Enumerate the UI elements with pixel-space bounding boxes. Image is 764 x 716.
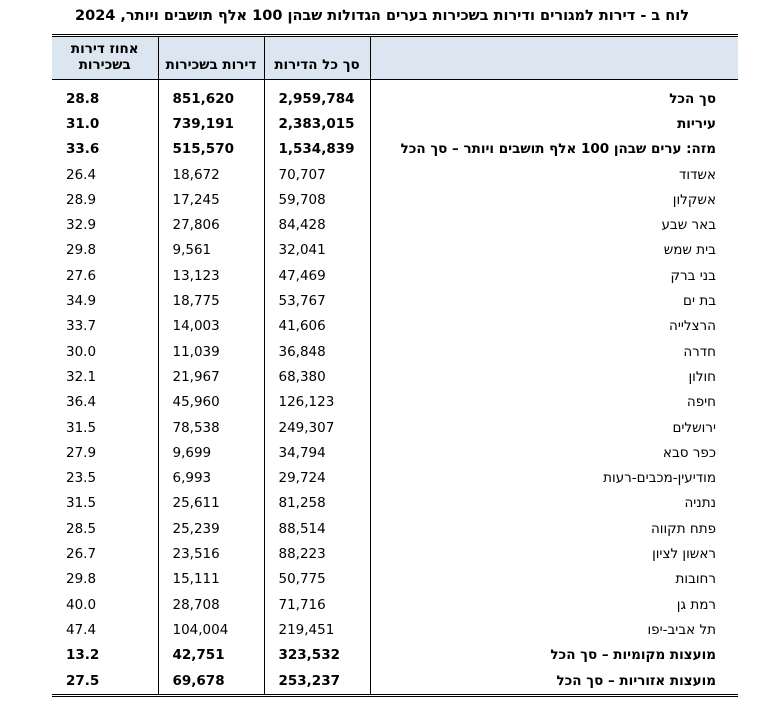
housing-statistics-table: [52, 34, 738, 697]
table-container: [52, 34, 738, 697]
column-header-label: [370, 36, 738, 80]
cell-rental-dwellings: 18,775: [158, 289, 264, 314]
cell-rental-dwellings: 21,967: [158, 365, 264, 390]
cell-rental-percent: 26.4: [66, 166, 97, 183]
cell-total-dwellings: 50,775: [264, 567, 370, 592]
cell-locality-name: חולון: [370, 365, 738, 390]
cell-locality-name: תל אביב-יפו: [370, 618, 738, 643]
cell-rental-dwellings: 42,751: [158, 643, 264, 668]
table-row: [52, 441, 738, 466]
cell-total-dwellings: 88,514: [264, 517, 370, 542]
cell-rental-dwellings: 23,516: [158, 542, 264, 567]
table-row: [52, 491, 738, 516]
cell-rental-dwellings: 15,111: [158, 567, 264, 592]
cell-rental-dwellings: 27,806: [158, 213, 264, 238]
cell-total-dwellings: 81,258: [264, 491, 370, 516]
cell-total-dwellings: 68,380: [264, 365, 370, 390]
cell-locality-name: ראשון לציון: [370, 542, 738, 567]
cell-rental-dwellings: 78,538: [158, 416, 264, 441]
cell-rental-percent: 34.9: [66, 293, 97, 310]
cell-total-dwellings: 323,532: [264, 643, 370, 668]
cell-total-dwellings: 253,237: [264, 669, 370, 696]
cell-locality-name: הרצלייה: [370, 314, 738, 339]
cell-rental-dwellings: 9,561: [158, 238, 264, 263]
table-row: [52, 213, 738, 238]
table-header: [52, 36, 738, 80]
table-row: [52, 314, 738, 339]
cell-locality-name: מזה: ערים שבהן 100 אלף תושבים ויותר – סך הכל: [370, 137, 738, 162]
cell-rental-dwellings: 11,039: [158, 340, 264, 365]
column-header-total-dwellings: סך כל הדירות: [264, 36, 370, 80]
cell-total-dwellings: 29,724: [264, 466, 370, 491]
cell-rental-percent: 32.1: [66, 368, 97, 385]
table-row: [52, 188, 738, 213]
cell-rental-percent: 27.5: [52, 669, 158, 696]
cell-locality-name: מועצות מקומיות – סך הכל: [370, 643, 738, 668]
cell-locality-name: באר שבע: [370, 213, 738, 238]
table-row: [52, 80, 738, 113]
cell-total-dwellings: 36,848: [264, 340, 370, 365]
cell-total-dwellings: 88,223: [264, 542, 370, 567]
cell-rental-percent: 32.9: [66, 217, 97, 234]
cell-rental-percent: 27.9: [66, 444, 97, 461]
cell-rental-percent: 47.4: [66, 621, 97, 638]
cell-rental-dwellings: 851,620: [158, 80, 264, 113]
cell-locality-name: חדרה: [370, 340, 738, 365]
cell-rental-dwellings: 25,611: [158, 491, 264, 516]
cell-rental-dwellings: 28,708: [158, 593, 264, 618]
table-row: [52, 238, 738, 263]
cell-locality-name: בת ים: [370, 289, 738, 314]
table-row: [52, 416, 738, 441]
cell-total-dwellings: 70,707: [264, 163, 370, 188]
cell-rental-percent: 29.8: [66, 242, 97, 259]
cell-total-dwellings: 2,383,015: [264, 112, 370, 137]
cell-rental-dwellings: 104,004: [158, 618, 264, 643]
cell-locality-name: בני ברק: [370, 264, 738, 289]
cell-locality-name: אשדוד: [370, 163, 738, 188]
cell-rental-dwellings: 25,239: [158, 517, 264, 542]
table-row: [52, 289, 738, 314]
cell-rental-percent: 29.8: [66, 571, 97, 588]
page-title: לוח ב - דירות למגורים ודירות בשכירות בערים הגדולות שבהן 100 אלף תושבים ויותר, 2024: [75, 8, 689, 24]
cell-total-dwellings: 41,606: [264, 314, 370, 339]
cell-rental-dwellings: 9,699: [158, 441, 264, 466]
table-row: [52, 517, 738, 542]
cell-rental-dwellings: 69,678: [158, 669, 264, 696]
cell-locality-name: מודיעין-מכבים-רעות: [370, 466, 738, 491]
cell-rental-percent: 26.7: [66, 546, 97, 563]
cell-rental-percent: 30.0: [66, 343, 97, 360]
table-row: [52, 340, 738, 365]
cell-rental-dwellings: 17,245: [158, 188, 264, 213]
cell-rental-percent: 23.5: [66, 470, 97, 487]
cell-total-dwellings: 32,041: [264, 238, 370, 263]
cell-locality-name: ירושלים: [370, 416, 738, 441]
cell-rental-dwellings: 45,960: [158, 390, 264, 415]
cell-total-dwellings: 249,307: [264, 416, 370, 441]
cell-rental-dwellings: 18,672: [158, 163, 264, 188]
table-row: [52, 264, 738, 289]
cell-locality-name: כפר סבא: [370, 441, 738, 466]
cell-rental-percent: 33.6: [66, 141, 100, 158]
cell-rental-dwellings: 14,003: [158, 314, 264, 339]
table-row: [52, 112, 738, 137]
table-row: [52, 466, 738, 491]
cell-rental-percent: 28.9: [66, 191, 97, 208]
cell-locality-name: פתח תקווה: [370, 517, 738, 542]
cell-rental-dwellings: 515,570: [158, 137, 264, 162]
cell-locality-name: מועצות אזוריות – סך הכל: [370, 669, 738, 696]
cell-total-dwellings: 34,794: [264, 441, 370, 466]
table-row: [52, 390, 738, 415]
cell-rental-dwellings: 6,993: [158, 466, 264, 491]
cell-total-dwellings: 47,469: [264, 264, 370, 289]
cell-total-dwellings: 53,767: [264, 289, 370, 314]
cell-rental-percent: 33.7: [66, 318, 97, 335]
cell-total-dwellings: 126,123: [264, 390, 370, 415]
cell-total-dwellings: 219,451: [264, 618, 370, 643]
cell-total-dwellings: 71,716: [264, 593, 370, 618]
cell-total-dwellings: 2,959,784: [264, 80, 370, 113]
cell-locality-name: נתניה: [370, 491, 738, 516]
table-row: [52, 542, 738, 567]
table-row: [52, 163, 738, 188]
column-header-rental-dwellings: דירות בשכירות: [158, 36, 264, 80]
cell-locality-name: חיפה: [370, 390, 738, 415]
table-header-row: [52, 36, 738, 80]
cell-rental-percent: 28.5: [66, 520, 97, 537]
table-row: [52, 365, 738, 390]
cell-locality-name: רמת גן: [370, 593, 738, 618]
table-body: [52, 80, 738, 696]
cell-rental-percent: 31.0: [66, 116, 100, 132]
cell-locality-name: רחובות: [370, 567, 738, 592]
table-row: [52, 643, 738, 668]
column-header-rental-percent: אחוז דירות בשכירות: [52, 36, 158, 80]
cell-locality-name: עיריות: [370, 112, 738, 137]
table-row: [52, 618, 738, 643]
table-row: [52, 137, 738, 162]
cell-rental-percent: 36.4: [66, 394, 97, 411]
cell-locality-name: סך הכל: [370, 80, 738, 113]
cell-rental-percent: 28.8: [66, 91, 100, 107]
cell-rental-percent: 13.2: [66, 647, 100, 664]
table-row: [52, 669, 738, 696]
cell-rental-percent: 40.0: [66, 596, 97, 613]
cell-rental-percent: 27.6: [66, 267, 97, 284]
cell-rental-percent: 31.5: [66, 419, 97, 436]
cell-locality-name: בית שמש: [370, 238, 738, 263]
cell-total-dwellings: 1,534,839: [264, 137, 370, 162]
cell-rental-dwellings: 13,123: [158, 264, 264, 289]
cell-rental-percent: 31.5: [66, 495, 97, 512]
cell-locality-name: אשקלון: [370, 188, 738, 213]
cell-rental-dwellings: 739,191: [158, 112, 264, 137]
cell-total-dwellings: 59,708: [264, 188, 370, 213]
table-row: [52, 567, 738, 592]
table-row: [52, 593, 738, 618]
cell-total-dwellings: 84,428: [264, 213, 370, 238]
